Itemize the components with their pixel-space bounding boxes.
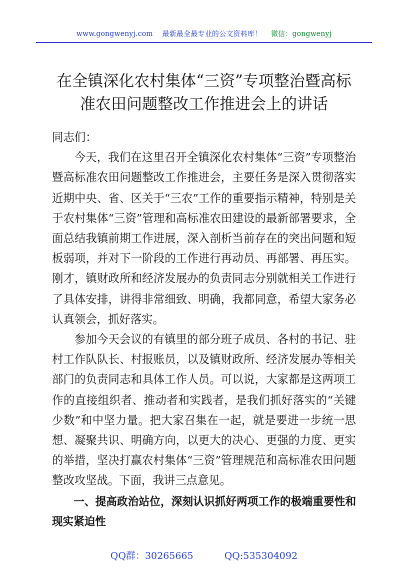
- qq-group: QQ群：30265665: [110, 551, 194, 562]
- wechat-id: 微信：gongwenyj: [270, 30, 332, 38]
- page-header: [0, 29, 408, 39]
- salutation: 同志们：: [52, 131, 97, 144]
- title-line-1: 在全镇深化农村集体“三资”专项整治暨高标: [56, 72, 352, 90]
- site-slogan: 最新最全最专业的公文资料库！: [162, 30, 262, 38]
- section-heading-1: 一、提高政治站位，深刻认识抓好两项工作的极端重要性和现实紧迫性: [52, 494, 356, 528]
- qq-number: QQ:535304092: [224, 551, 298, 562]
- document-title: [30, 70, 378, 116]
- paragraph-2: 参加今天会议的有镇里的部分班子成员、各村的书记、驻村工作队队长、村报账员，以及镇财政所、经济发展办等相关部门的负责同志和具体工作人员。可以说，大家都是这两项工作的直接组织者、推动者和实践者，是我们抓好落实的“关键少数”和中坚力量。把大家召集在一起，就是要进一步统一思想、凝聚共识、明确方向，以更大的决心、更强的力度、更实的举措，坚决打赢农村集体“三资”管理规范和高标准农田问题整改攻坚战。下面，我讲三点意见。: [52, 333, 356, 488]
- header-divider: [36, 42, 372, 43]
- document-body: [52, 128, 356, 532]
- page-footer: [0, 548, 408, 562]
- paragraph-1: 今天，我们在这里召开全镇深化农村集体“三资”专项整治暨高标准农田问题整改工作推进会，主要任务是深入贯彻落实近期中央、省、区关于“三农”工作的重要指示精神，特别是关于农村集体“三资”管理和高标准农田建设的最新部署要求，全面总结我镇前期工作进展，深入剖析当前存在的突出问题和短板弱项，并对下一阶段的工作进行再动员、再部署、再压实。刚才，镇财政所和经济发展办的负责同志分别就相关工作进行了具体安排，讲得非常细致、明确，我都同意，希望大家务必认真领会，抓好落实。: [52, 151, 356, 326]
- title-line-2: 准农田问题整改工作推进会上的讲话: [79, 95, 328, 113]
- site-url[interactable]: www.gongwenyj.com: [76, 30, 153, 38]
